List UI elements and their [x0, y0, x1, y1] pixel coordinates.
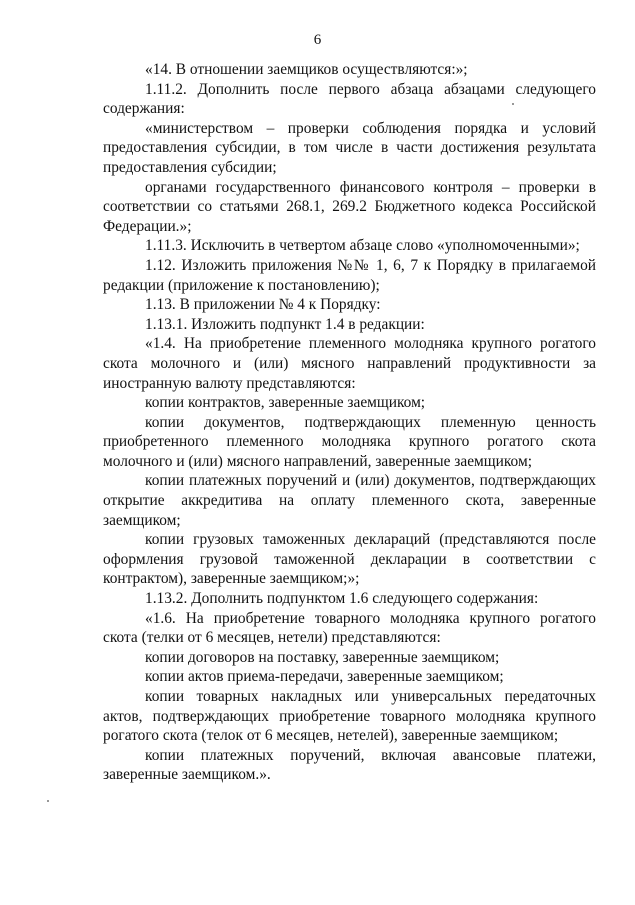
paragraph: копии платежных поручений и (или) документов, подтверждающих открытие аккредитива на оплату племенного скота, заверенные заемщиком; [103, 472, 596, 529]
paragraph: копии платежных поручений, включая авансовые платежи, заверенные заемщиком.». [103, 746, 596, 784]
paragraph: 1.11.2. Дополнить после первого абзаца абзацами следующего содержания: [103, 80, 596, 118]
scan-speck [512, 103, 514, 105]
paragraph: «1.6. На приобретение товарного молодняка крупного рогатого скота (телки от 6 месяцев, нетели) представляются: [103, 609, 596, 647]
paragraph: копии актов приема-передачи, заверенные заемщиком; [145, 668, 504, 686]
paragraph: копии договоров на поставку, заверенные заемщиком; [145, 648, 500, 666]
paragraph: копии товарных накладных или универсальных передаточных актов, подтверждающих приобретение товарного молодняка крупного рогатого скота (телок от 6 месяцев, нетелей), заверенные заемщиком; [103, 688, 596, 745]
paragraph: копии контрактов, заверенные заемщиком; [145, 394, 426, 412]
document-body [103, 60, 596, 785]
paragraph: «1.4. На приобретение племенного молодняка крупного рогатого скота молочного и (или) мясного направлений продуктивности за иностранную валюту представляются: [103, 335, 596, 392]
scan-speck [47, 800, 49, 802]
paragraph: копии документов, подтверждающих племенную ценность приобретенного племенного молодняка крупного рогатого скота молочного и (или) мясного направлений, заверенные заемщиком; [103, 413, 596, 470]
paragraph: 1.13. В приложении № 4 к Порядку: [145, 296, 381, 314]
paragraph: органами государственного финансового контроля – проверки в соответствии со статьями 268.1, 269.2 Бюджетного кодекса Российской Федерации.»; [103, 178, 596, 235]
page-number: 6 [313, 32, 322, 48]
paragraph: «14. В отношении заемщиков осуществляются:»; [145, 61, 468, 78]
paragraph: 1.11.3. Исключить в четвертом абзаце слово «уполномоченными»; [145, 237, 580, 255]
paragraph: копии грузовых таможенных деклараций (представляются после оформления грузовой таможенной декларации в соответствии с контрактом), заверенные заемщиком;»; [103, 531, 596, 588]
paragraph: 1.13.2. Дополнить подпунктом 1.6 следующего содержания: [145, 590, 539, 608]
paragraph: «министерством – проверки соблюдения порядка и условий предоставления субсидии, в том числе в части достижения результата предоставления субсидии; [103, 119, 596, 176]
paragraph: 1.12. Изложить приложения №№ 1, 6, 7 к Порядку в прилагаемой редакции (приложение к постановлению); [103, 256, 596, 294]
paragraph: 1.13.1. Изложить подпункт 1.4 в редакции: [145, 315, 425, 333]
